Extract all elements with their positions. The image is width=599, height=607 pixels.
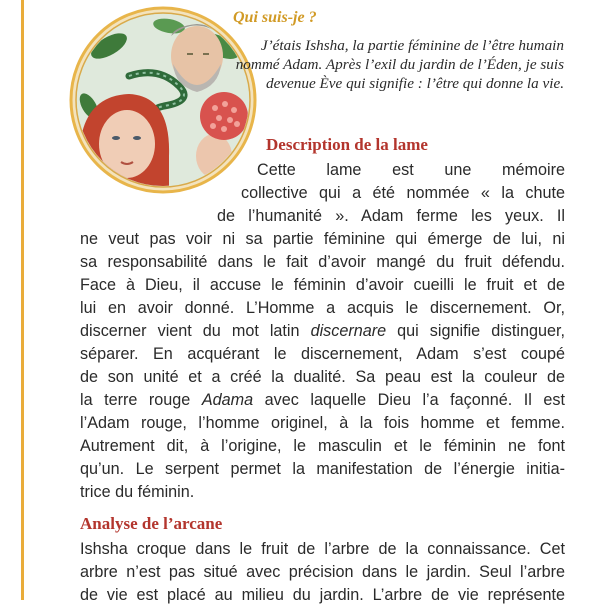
description-line: de l’humanité ». Adam ferme les yeux. Il [217, 207, 565, 225]
description-line: qu’un. Le serpent permet la manifestation de l’énergie initia- [80, 460, 565, 478]
description-line: trice du féminin. [80, 483, 195, 501]
analysis-line: arbre n’est pas situé avec précision dans le jardin. Seul l’arbre [80, 563, 565, 581]
analysis-line: Ishsha croque dans le fruit de l’arbre de la connaissance. Cet [80, 540, 565, 558]
analysis-heading: Analyse de l’arcane [80, 514, 223, 533]
description-line: la terre rouge Adama avec laquelle Dieu l’a façonné. Il est [80, 391, 565, 409]
page-margin-bar [21, 0, 24, 600]
description-line: séparer. En acquérant le discernement, Adam s’est coupé [80, 345, 565, 363]
description-line: discerner vient du mot latin discernare qui signifie distinguer, [80, 322, 565, 340]
description-line: lui en avoir donné. L’Homme a acquis le discernement. Or, [80, 299, 565, 317]
description-line: l’Adam rouge, l’homme originel, à la fois homme et femme. [80, 414, 565, 432]
analysis-line: de vie est placé au milieu du jardin. L’arbre de vie représente [80, 586, 565, 604]
description-line: Cette lame est une mémoire [257, 161, 565, 179]
description-line: collective qui a été nommée « la chute [241, 184, 565, 202]
description-line: sa responsabilité dans le fait d’avoir mangé du fruit défendu. [80, 253, 565, 271]
description-line: ne veut pas voir ni sa partie féminine qui émerge de lui, ni [80, 230, 565, 248]
description-line: Autrement dit, à l’origine, le masculin et le féminin ne font [80, 437, 565, 455]
who-am-i-quote: J’étais Ishsha, la partie féminine de l’être humain nommé Adam. Après l’exil du jardin de l’Éden, je suis devenue Ève qui signifie : l’être qui donne la vie. [235, 37, 564, 92]
description-line: Face à Dieu, il accuse le féminin d’avoir cueilli le fruit et de [80, 276, 565, 294]
who-am-i-heading: Qui suis-je ? [233, 9, 317, 26]
tarot-illustration-medallion [69, 6, 257, 194]
description-line: de son unité et a créé la dualité. Sa peau est la couleur de [80, 368, 565, 386]
description-heading: Description de la lame [266, 135, 428, 154]
